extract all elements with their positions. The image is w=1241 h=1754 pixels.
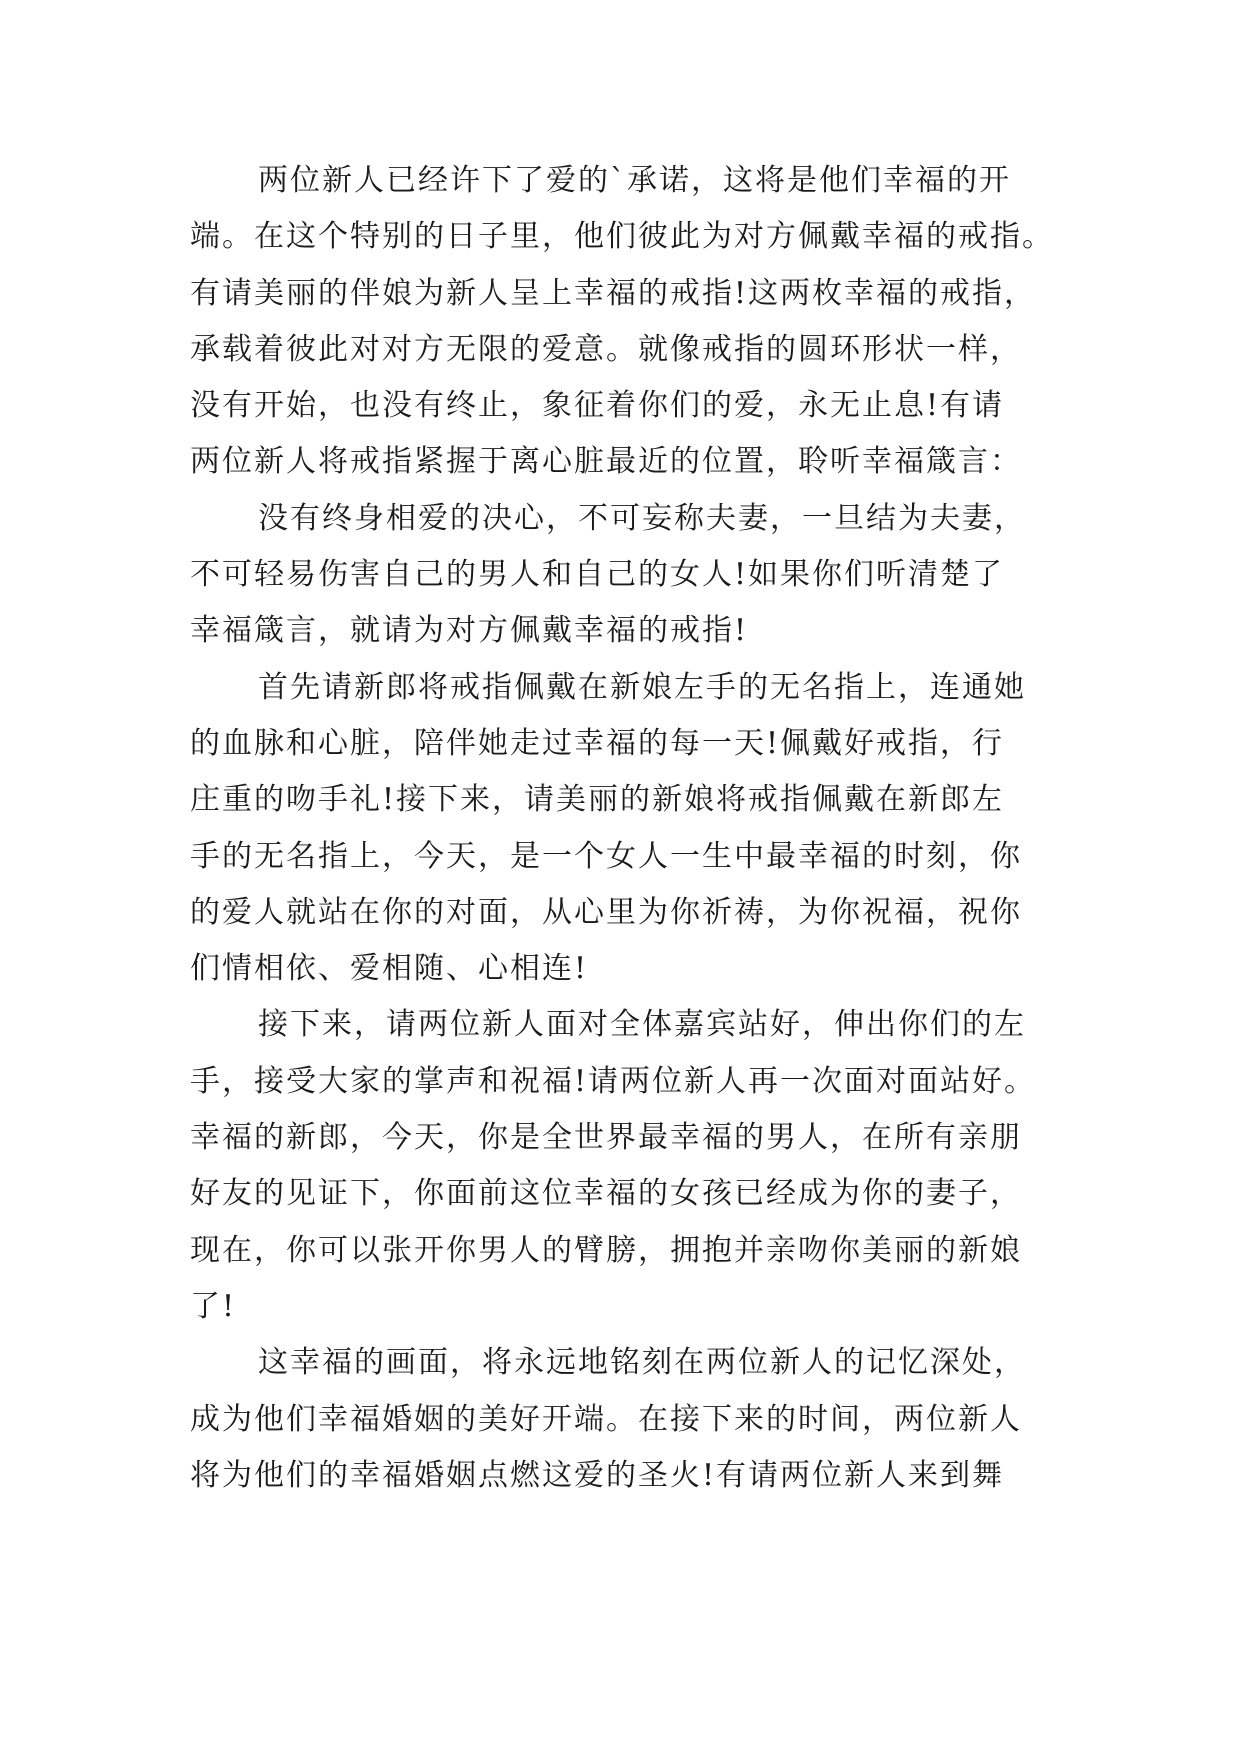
text-line: 没有开始，也没有终止，象征着你们的爱，永无止息!有请 (190, 388, 1005, 424)
text-line: 有请美丽的伴娘为新人呈上幸福的戒指!这两枚幸福的戒指， (190, 275, 1037, 311)
text-line: 手的无名指上，今天，是一个女人一生中最幸福的时刻，你 (190, 838, 1022, 874)
text-line: 首先请新郎将戒指佩戴在新娘左手的无名指上，连通她 (258, 669, 1026, 705)
text-line: 的爱人就站在你的对面，从心里为你祈祷，为你祝福，祝你 (190, 894, 1022, 930)
text-line: 成为他们幸福婚姻的美好开端。在接下来的时间，两位新人 (190, 1401, 1022, 1437)
text-line: 端。在这个特别的日子里，他们彼此为对方佩戴幸福的戒指。 (190, 219, 1054, 255)
text-line: 将为他们的幸福婚姻点燃这爱的圣火!有请两位新人来到舞 (190, 1457, 1005, 1493)
text-line: 手，接受大家的掌声和祝福!请两位新人再一次面对面站好。 (190, 1063, 1037, 1099)
text-line: 幸福箴言，就请为对方佩戴幸福的戒指! (190, 613, 749, 649)
text-line: 没有终身相爱的决心，不可妄称夫妻，一旦结为夫妻， (258, 500, 1026, 536)
text-line: 了! (190, 1288, 237, 1324)
text-line: 两位新人已经许下了爱的`承诺，这将是他们幸福的开 (258, 163, 1011, 198)
text-line: 两位新人将戒指紧握于离心脏最近的位置，聆听幸福箴言： (190, 444, 1022, 480)
text-line: 这幸福的画面，将永远地铭刻在两位新人的记忆深处， (258, 1345, 1026, 1381)
text-line: 不可轻易伤害自己的男人和自己的女人!如果你们听清楚了 (190, 557, 1005, 593)
text-line: 幸福的新郎，今天，你是全世界最幸福的男人，在所有亲朋 (190, 1120, 1022, 1156)
text-line: 承载着彼此对对方无限的爱意。就像戒指的圆环形状一样， (190, 331, 1022, 367)
text-line: 接下来，请两位新人面对全体嘉宾站好，伸出你们的左 (258, 1007, 1026, 1043)
text-line: 的血脉和心脏，陪伴她走过幸福的每一天!佩戴好戒指，行 (190, 725, 1005, 761)
text-line: 们情相依、爱相随、心相连! (190, 951, 589, 987)
text-line: 现在，你可以张开你男人的臂膀，拥抱并亲吻你美丽的新娘 (190, 1232, 1022, 1268)
text-line: 庄重的吻手礼!接下来，请美丽的新娘将戒指佩戴在新郎左 (190, 782, 1005, 818)
document-body (190, 153, 1060, 1504)
text-line: 好友的见证下，你面前这位幸福的女孩已经成为你的妻子， (190, 1176, 1022, 1212)
